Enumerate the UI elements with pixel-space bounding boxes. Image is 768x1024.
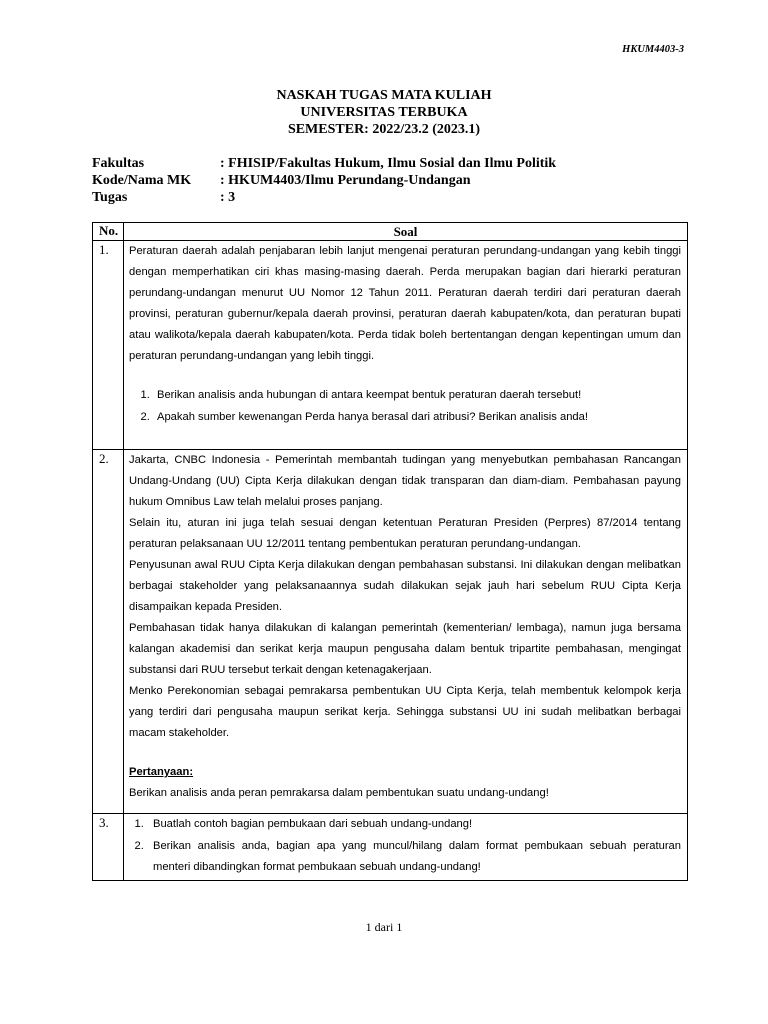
question-2-label-colon: :	[189, 766, 194, 778]
meta-key: Tugas	[92, 190, 128, 205]
question-number: 3.	[93, 814, 124, 881]
document-code: HKUM4403-3	[622, 44, 684, 55]
question-2-paragraph: Menko Perekonomian sebagai pemrakarsa pembentukan UU Cipta Kerja, telah membentuk kelompok kerja yang terdiri dari pengusaha maupun serikat kerja. Sehingga substansi UU ini sudah melibatkan berbagai macam stakeholder.	[129, 685, 681, 739]
question-1-text: Peraturan daerah adalah penjabaran lebih lanjut mengenai peraturan perundang-undangan yang kebih tinggi dengan memperhatikan ciri khas masing-masing daerah. Perda merupakan bagian dari hierarki peraturan perundang-undangan menurut UU Nomor 12 Tahun 2011. Peraturan daerah terdiri dari peraturan daerah provinsi, peraturan gubernur/kepala daerah provinsi, peraturan daerah kabupaten/kota, dan peraturan bupati atau walikota/kepala daerah kabupaten/kota. Perda tidak boleh bertentangan dengan kepentingan umum dan peraturan perundang-undangan yang lebih tinggi.	[129, 245, 681, 362]
header-title: NASKAH TUGAS MATA KULIAH	[276, 88, 492, 103]
meta-key: Kode/Nama MK	[92, 173, 192, 188]
column-header-soal: Soal	[124, 223, 688, 241]
question-number: 1.	[93, 241, 124, 450]
page-number: 1 dari 1	[365, 920, 403, 934]
meta-row-kode-mk	[92, 172, 556, 189]
meta-value: : HKUM4403/Ilmu Perundang-Undangan	[220, 173, 471, 188]
question-2-paragraph: Selain itu, aturan ini juga telah sesuai dengan ketentuan Peraturan Presiden (Perpres) 87/2014 tentang peraturan pelaksanaan UU 12/2011 tentang pembentukan peraturan perundang-undangan.	[129, 517, 681, 550]
question-row-1	[93, 241, 688, 450]
question-3-item: 1. Buatlah contoh bagian pembukaan dari sebuah undang-undang!	[147, 814, 681, 836]
question-table	[92, 222, 688, 881]
question-2-question: Berikan analisis anda peran pemrakarsa dalam pembentukan suatu undang-undang!	[129, 787, 549, 799]
course-meta	[92, 155, 556, 206]
question-1-item: 2. Apakah sumber kewenangan Perda hanya berasal dari atribusi? Berikan analisis anda!	[153, 407, 681, 429]
question-1-list	[129, 385, 681, 428]
question-content-2	[124, 450, 688, 814]
question-2-label: Pertanyaan	[129, 766, 190, 778]
question-2-paragraph: Jakarta, CNBC Indonesia - Pemerintah membantah tudingan yang menyebutkan pembahasan Rancangan Undang-Undang (UU) Cipta Kerja dilakukan dengan tidak transparan dan diam-diam. Pembahasan payung hukum Omnibus Law telah melalui proses panjang.	[129, 454, 681, 508]
meta-key: Fakultas	[92, 156, 145, 171]
meta-value: : 3	[220, 190, 236, 205]
question-content-1	[124, 241, 688, 450]
document-header	[0, 87, 768, 138]
column-header-no: No.	[93, 223, 124, 241]
meta-row-fakultas	[92, 155, 556, 172]
question-1-item: 1. Berikan analisis anda hubungan di antara keempat bentuk peraturan daerah tersebut!	[153, 385, 681, 407]
question-2-paragraph: Penyusunan awal RUU Cipta Kerja dilakukan dengan pembahasan substansi. Ini dilakukan dengan melibatkan berbagai stakeholder yang pelaksanaannya sudah dilakukan sejak jauh hari sebelum RUU Cipta Kerja disampaikan kepada Presiden.	[129, 559, 681, 613]
table-header-row	[93, 223, 688, 241]
question-2-paragraph: Pembahasan tidak hanya dilakukan di kalangan pemerintah (kementerian/ lembaga), namun juga bersama kalangan akademisi dan serikat kerja maupun pengusaha dalam bentuk tripartite pembahasan, mengingat substansi dari RUU tersebut terkait dengan ketenagakerjaan.	[129, 622, 681, 676]
question-3-list	[129, 814, 681, 879]
meta-value: : FHISIP/Fakultas Hukum, Ilmu Sosial dan Ilmu Politik	[220, 156, 557, 171]
header-semester: SEMESTER: 2022/23.2 (2023.1)	[287, 122, 481, 137]
question-3-item: 2. Berikan analisis anda, bagian apa yang muncul/hilang dalam format pembukaan sebuah peraturan menteri dibandingkan format pembukaan sebuah undang-undang!	[147, 836, 681, 879]
question-content-3	[124, 814, 688, 881]
question-row-3	[93, 814, 688, 881]
question-number: 2.	[93, 450, 124, 814]
question-2-label-line	[129, 762, 681, 783]
question-row-2	[93, 450, 688, 814]
meta-row-tugas	[92, 189, 556, 206]
header-university: UNIVERSITAS TERBUKA	[300, 105, 468, 120]
